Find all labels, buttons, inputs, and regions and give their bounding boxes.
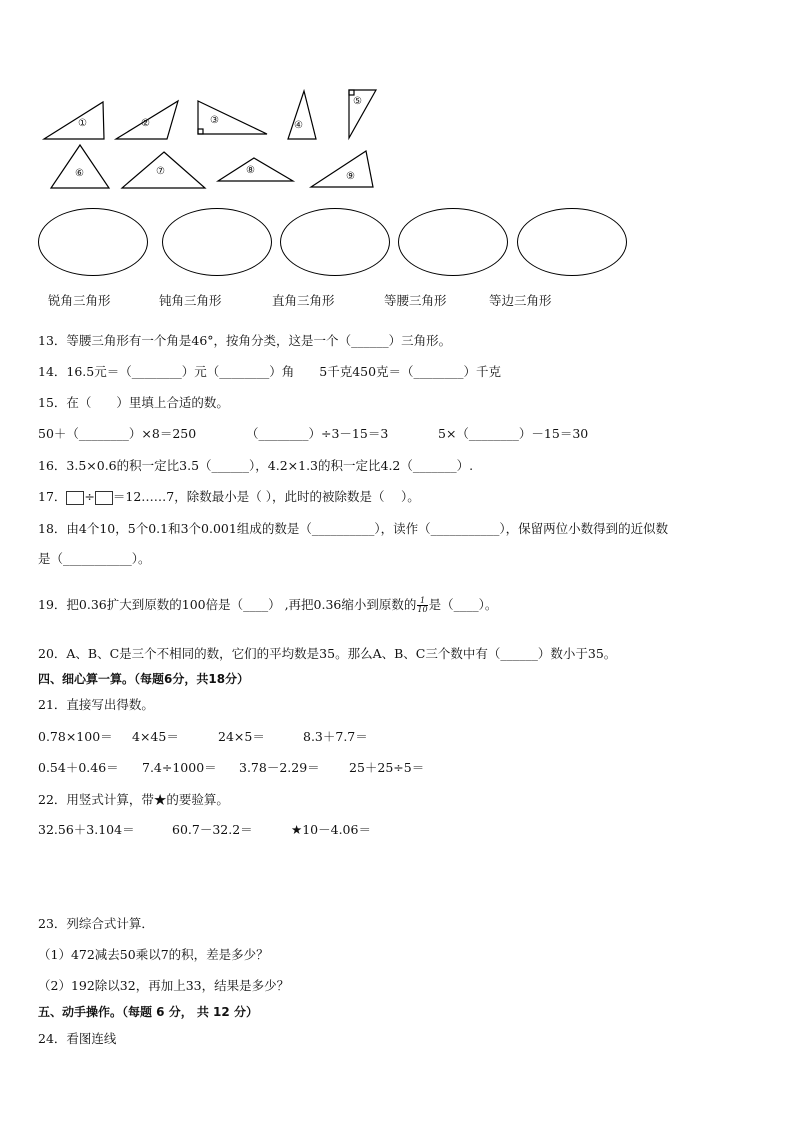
- category-label-isosceles: 等腰三角形: [384, 293, 447, 308]
- question-17-number: 17．: [38, 489, 67, 504]
- category-oval-2[interactable]: [162, 208, 272, 276]
- question-15-item-1: 50＋（________）×8＝250: [38, 426, 197, 441]
- category-label-equilateral: 等边三角形: [489, 293, 552, 308]
- category-oval-3[interactable]: [280, 208, 390, 276]
- category-label-obtuse: 钝角三角形: [159, 293, 222, 308]
- q21-row1-item-3: 24×5＝: [218, 729, 265, 744]
- category-label-acute: 锐角三角形: [48, 293, 111, 308]
- question-17-text: ＝12……7，除数最小是（ ），此时的被除数是（ ）。: [112, 489, 420, 504]
- question-21: 21．直接写出得数。: [38, 697, 154, 712]
- division-sign: ÷: [84, 489, 95, 504]
- question-16: 16．3.5×0.6的积一定比3.5（______），4.2×1.3的积一定比4.2（_______）.: [38, 458, 474, 473]
- triangle-1-label: ①: [78, 118, 87, 129]
- question-15-item-2: （________）÷3－15＝3: [246, 426, 389, 441]
- triangle-6-label: ⑥: [75, 168, 84, 179]
- fraction-one-tenth: [417, 597, 427, 614]
- triangle-7-label: ⑦: [156, 166, 165, 177]
- q21-row2-item-2: 7.4÷1000＝: [142, 760, 217, 775]
- q21-row2-item-4: 25＋25÷5＝: [349, 760, 425, 775]
- triangle-9-label: ⑨: [346, 171, 355, 182]
- fraction-denominator: 10: [417, 605, 428, 614]
- triangle-1: [44, 102, 104, 139]
- triangle-3: [198, 101, 267, 134]
- category-oval-1[interactable]: [38, 208, 148, 276]
- question-23-part-1: （1）472减去50乘以7的积，差是多少？: [38, 947, 269, 962]
- q22-item-2: 60.7－32.2＝: [172, 822, 253, 837]
- triangle-6: [51, 145, 109, 188]
- question-20: 20．A、B、C是三个不相同的数，它们的平均数是35。那么A、B、C三个数中有（______）数小于35。: [38, 646, 617, 661]
- q21-row1-item-2: 4×45＝: [132, 729, 179, 744]
- divisor-box[interactable]: [95, 491, 113, 505]
- question-24: 24．看图连线: [38, 1031, 117, 1046]
- q21-row2-item-3: 3.78－2.29＝: [239, 760, 320, 775]
- triangle-8-label: ⑧: [246, 165, 255, 176]
- category-oval-5[interactable]: [517, 208, 627, 276]
- dividend-box[interactable]: [66, 491, 84, 505]
- triangle-8: [218, 158, 293, 181]
- triangle-4-label: ④: [294, 120, 303, 131]
- question-14: 14．16.5元＝（________）元（________）角 5千克450克＝（________）千克: [38, 364, 502, 379]
- question-15: 15．在（ ）里填上合适的数。: [38, 395, 229, 410]
- triangle-5-label: ⑤: [353, 96, 362, 107]
- triangle-3-label: ③: [210, 115, 219, 126]
- fraction-numerator: 1: [417, 597, 427, 606]
- q21-row1-item-4: 8.3＋7.7＝: [303, 729, 368, 744]
- triangle-figures: [0, 0, 400, 200]
- question-19-text-a: 19．把0.36扩大到原数的100倍是（____） ,再把0.36缩小到原数的: [38, 597, 417, 612]
- question-15-item-3: 5×（________）－15＝30: [438, 426, 589, 441]
- question-13: 13．等腰三角形有一个角是46°，按角分类，这是一个（______）三角形。: [38, 333, 452, 348]
- section-4-heading: 四、细心算一算。（每题6分，共18分）: [38, 672, 250, 686]
- question-23: 23．列综合式计算．: [38, 916, 154, 931]
- triangle-9: [311, 151, 373, 187]
- q21-row1-item-1: 0.78×100＝: [38, 729, 113, 744]
- question-18-line-1: 18．由4个10，5个0.1和3个0.001组成的数是（__________），读作（___________），保留两位小数得到的近似数: [38, 521, 669, 536]
- category-label-right: 直角三角形: [272, 293, 335, 308]
- q22-item-1: 32.56＋3.104＝: [38, 822, 135, 837]
- question-17: [38, 489, 420, 505]
- triangle-4: [288, 91, 316, 139]
- question-18-line-2: 是（___________）。: [38, 551, 151, 566]
- question-23-part-2: （2）192除以32，再加上33，结果是多少？: [38, 978, 290, 993]
- question-22: 22．用竖式计算，带★的要验算。: [38, 792, 229, 807]
- q21-row2-item-1: 0.54＋0.46＝: [38, 760, 119, 775]
- section-5-heading: 五、动手操作。（每题 6 分， 共 12 分）: [38, 1005, 258, 1019]
- triangle-2-label: ②: [141, 118, 150, 129]
- category-oval-4[interactable]: [398, 208, 508, 276]
- question-19: [38, 597, 497, 614]
- q22-item-3: ★10－4.06＝: [291, 822, 371, 837]
- question-19-text-b: 是（____）。: [428, 597, 498, 612]
